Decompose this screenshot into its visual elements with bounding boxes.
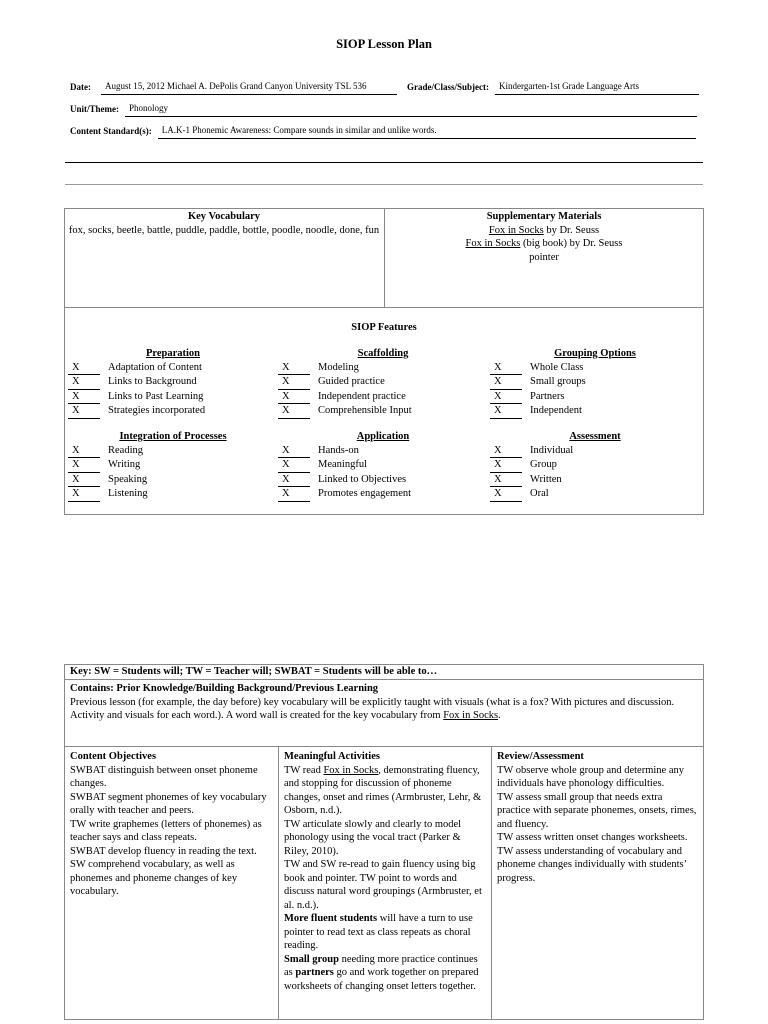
feature-item bbox=[490, 361, 700, 376]
feature-check[interactable]: X bbox=[68, 487, 100, 502]
feature-label: Linked to Objectives bbox=[318, 473, 407, 485]
feature-label: Strategies incorporated bbox=[108, 405, 206, 416]
feature-item bbox=[490, 390, 700, 405]
feature-item bbox=[68, 375, 278, 390]
feature-label: Group bbox=[530, 459, 557, 470]
header-row-1 bbox=[70, 80, 699, 95]
feature-item bbox=[278, 361, 488, 376]
feature-check[interactable]: X bbox=[490, 390, 522, 405]
blank-line bbox=[65, 162, 703, 163]
feature-item bbox=[68, 390, 278, 405]
feature-label: Listening bbox=[108, 488, 148, 499]
key-text: Key: SW = Students will; TW = Teacher will; SWBAT = Students will be able to… bbox=[70, 666, 438, 677]
key-vocabulary-heading: Key Vocabulary bbox=[187, 211, 261, 222]
meaningful-activities-cell bbox=[278, 747, 491, 1019]
feature-label: Writing bbox=[108, 459, 141, 470]
feature-label: Links to Background bbox=[108, 376, 197, 387]
feature-item bbox=[278, 404, 488, 419]
feature-check[interactable]: X bbox=[68, 390, 100, 405]
feature-label: Individual bbox=[530, 444, 574, 456]
feature-group-heading: Assessment bbox=[569, 431, 621, 442]
meaningful-activities-heading: Meaningful Activities bbox=[284, 751, 380, 762]
feature-label: Reading bbox=[108, 444, 143, 456]
unit-label: Unit/Theme: bbox=[70, 104, 119, 114]
content-objectives-heading: Content Objectives bbox=[70, 751, 157, 762]
feature-label: Written bbox=[530, 473, 562, 485]
feature-item bbox=[278, 444, 488, 459]
activity-5: Small group needing more practice continues as partners go and work together on prepared worksheets of changing onset letters together. bbox=[284, 953, 479, 992]
feature-label: Comprehensible Input bbox=[318, 405, 412, 416]
feature-group-heading: Grouping Options bbox=[554, 348, 636, 359]
activity-4: More fluent students will have a turn to use pointer to read text as class repeats as choral reading. bbox=[284, 913, 473, 951]
header-row-2 bbox=[70, 102, 697, 117]
feature-item bbox=[490, 458, 700, 473]
column-divider bbox=[384, 208, 385, 308]
content-objectives-cell bbox=[65, 747, 278, 1019]
feature-item bbox=[490, 444, 700, 459]
feature-label: Promotes engagement bbox=[318, 488, 412, 499]
feature-check[interactable]: X bbox=[278, 487, 310, 502]
feature-label: Links to Past Learning bbox=[108, 390, 204, 402]
feature-item bbox=[278, 473, 488, 488]
feature-item bbox=[68, 444, 278, 459]
grade-label: Grade/Class/Subject: bbox=[407, 82, 490, 92]
feature-check[interactable]: X bbox=[278, 473, 310, 488]
feature-check[interactable]: X bbox=[278, 375, 310, 390]
supplementary-cell bbox=[388, 210, 700, 264]
feature-label: Guided practice bbox=[318, 376, 385, 387]
blank-line bbox=[65, 184, 703, 185]
feature-group bbox=[490, 430, 700, 502]
supplementary-line-1: Fox in Socks by Dr. Seuss bbox=[488, 224, 600, 236]
supplementary-line-2: Fox in Socks (big book) by Dr. Seuss bbox=[465, 238, 623, 249]
feature-label: Oral bbox=[530, 488, 549, 499]
feature-check[interactable]: X bbox=[278, 444, 310, 459]
feature-check[interactable]: X bbox=[278, 458, 310, 473]
feature-group bbox=[278, 430, 488, 502]
feature-check[interactable]: X bbox=[68, 473, 100, 488]
activity-3: TW and SW re-read to gain fluency using big book and pointer. TW point to words and discuss natural word groupings (Armbruster, et al. n.d.). bbox=[284, 859, 482, 911]
review-assessment-heading: Review/Assessment bbox=[497, 751, 584, 762]
contains-cell bbox=[70, 682, 698, 723]
feature-label: Meaningful bbox=[318, 459, 367, 470]
feature-item bbox=[490, 487, 700, 502]
feature-item bbox=[278, 375, 488, 390]
feature-check[interactable]: X bbox=[490, 404, 522, 419]
feature-item bbox=[490, 473, 700, 488]
header-row-3 bbox=[70, 124, 696, 139]
review-assessment-text: TW observe whole group and determine any individuals have phonology difficulties. TW assess small group that needs extra practice with separate phonemes, onsets, rimes, and fluency. TW assess written onset changes worksheets. TW assess understanding of vocabulary and phoneme changes individually with students’ progress. bbox=[497, 764, 697, 884]
key-vocabulary-text: fox, socks, beetle, battle, puddle, paddle, bottle, poodle, noodle, done, fun bbox=[68, 224, 380, 236]
feature-item bbox=[68, 404, 278, 419]
grade-field[interactable]: Kindergarten-1st Grade Language Arts bbox=[495, 80, 699, 95]
feature-label: Hands-on bbox=[318, 444, 359, 456]
feature-check[interactable]: X bbox=[490, 458, 522, 473]
feature-check[interactable]: X bbox=[278, 361, 310, 376]
feature-check[interactable]: X bbox=[68, 361, 100, 376]
feature-group-heading: Preparation bbox=[145, 348, 201, 359]
standard-field[interactable]: LA.K-1 Phonemic Awareness: Compare sounds in similar and unlike words. bbox=[158, 124, 696, 139]
feature-item bbox=[278, 390, 488, 405]
feature-check[interactable]: X bbox=[490, 444, 522, 459]
contains-text: Previous lesson (for example, the day before) key vocabulary will be explicitly taught with visuals (what is a fox? With pictures and discussion. Activity and visuals for each word.). A word wall is created for the key vocabulary from Fox in Socks. bbox=[70, 696, 675, 721]
activity-1: TW read Fox in Socks, demonstrating fluency, and stopping for discussion of phoneme changes, onset and rimes (Armbruster, Lehr, & Osborn, n.d.). bbox=[284, 764, 482, 816]
siop-features-heading: SIOP Features bbox=[351, 322, 417, 333]
feature-label: Partners bbox=[530, 390, 565, 402]
standard-label: Content Standard(s): bbox=[70, 126, 152, 136]
feature-group-heading: Application bbox=[356, 431, 410, 442]
feature-group-heading: Integration of Processes bbox=[119, 431, 227, 442]
feature-check[interactable]: X bbox=[68, 375, 100, 390]
feature-label: Modeling bbox=[318, 361, 359, 373]
feature-label: Adaptation of Content bbox=[108, 361, 202, 373]
feature-check[interactable]: X bbox=[68, 444, 100, 459]
feature-check[interactable]: X bbox=[490, 487, 522, 502]
feature-check[interactable]: X bbox=[490, 375, 522, 390]
feature-check[interactable]: X bbox=[68, 404, 100, 419]
feature-check[interactable]: X bbox=[278, 404, 310, 419]
feature-item bbox=[278, 458, 488, 473]
content-objectives-text: SWBAT distinguish between onset phoneme changes. SWBAT segment phonemes of key vocabulary orally with teacher and peers. TW write graphemes (letters of phonemes) as teacher says and class repeats. SWBAT develop fluency in reading the text. SW comprehend vocabulary, as well as phonemes and phoneme changes of key vocabulary. bbox=[70, 764, 267, 897]
activity-2: TW articulate slowly and clearly to model phonology using the vocal tract (Parker & Riley, 2010). bbox=[284, 818, 462, 857]
feature-item bbox=[490, 404, 700, 419]
feature-item bbox=[68, 473, 278, 488]
unit-field[interactable]: Phonology bbox=[125, 102, 697, 117]
key-vocabulary-cell bbox=[68, 210, 380, 237]
contains-heading: Contains: Prior Knowledge/Building Background/Previous Learning bbox=[70, 683, 379, 694]
feature-item bbox=[68, 458, 278, 473]
feature-label: Small groups bbox=[530, 376, 586, 387]
feature-label: Speaking bbox=[108, 473, 148, 485]
feature-item bbox=[68, 487, 278, 502]
feature-item bbox=[68, 361, 278, 376]
review-assessment-cell bbox=[491, 747, 703, 1019]
supplementary-heading: Supplementary Materials bbox=[486, 211, 602, 222]
page-title: SIOP Lesson Plan bbox=[336, 37, 432, 51]
feature-group-heading: Scaffolding bbox=[357, 348, 409, 359]
feature-check[interactable]: X bbox=[490, 473, 522, 488]
feature-item bbox=[278, 487, 488, 502]
date-label: Date: bbox=[70, 82, 91, 92]
feature-label: Independent practice bbox=[318, 390, 406, 402]
date-field[interactable]: August 15, 2012 Michael A. DePolis Grand Canyon University TSL 536 bbox=[101, 80, 397, 95]
feature-check[interactable]: X bbox=[68, 458, 100, 473]
feature-label: Independent bbox=[530, 405, 582, 416]
feature-check[interactable]: X bbox=[278, 390, 310, 405]
lesson-columns bbox=[64, 746, 704, 1020]
feature-group bbox=[490, 347, 700, 419]
feature-check[interactable]: X bbox=[490, 361, 522, 376]
feature-item bbox=[490, 375, 700, 390]
feature-group bbox=[68, 430, 278, 502]
feature-group bbox=[278, 347, 488, 419]
feature-group bbox=[68, 347, 278, 419]
feature-label: Whole Class bbox=[530, 361, 584, 373]
supplementary-line-3: pointer bbox=[529, 251, 559, 263]
